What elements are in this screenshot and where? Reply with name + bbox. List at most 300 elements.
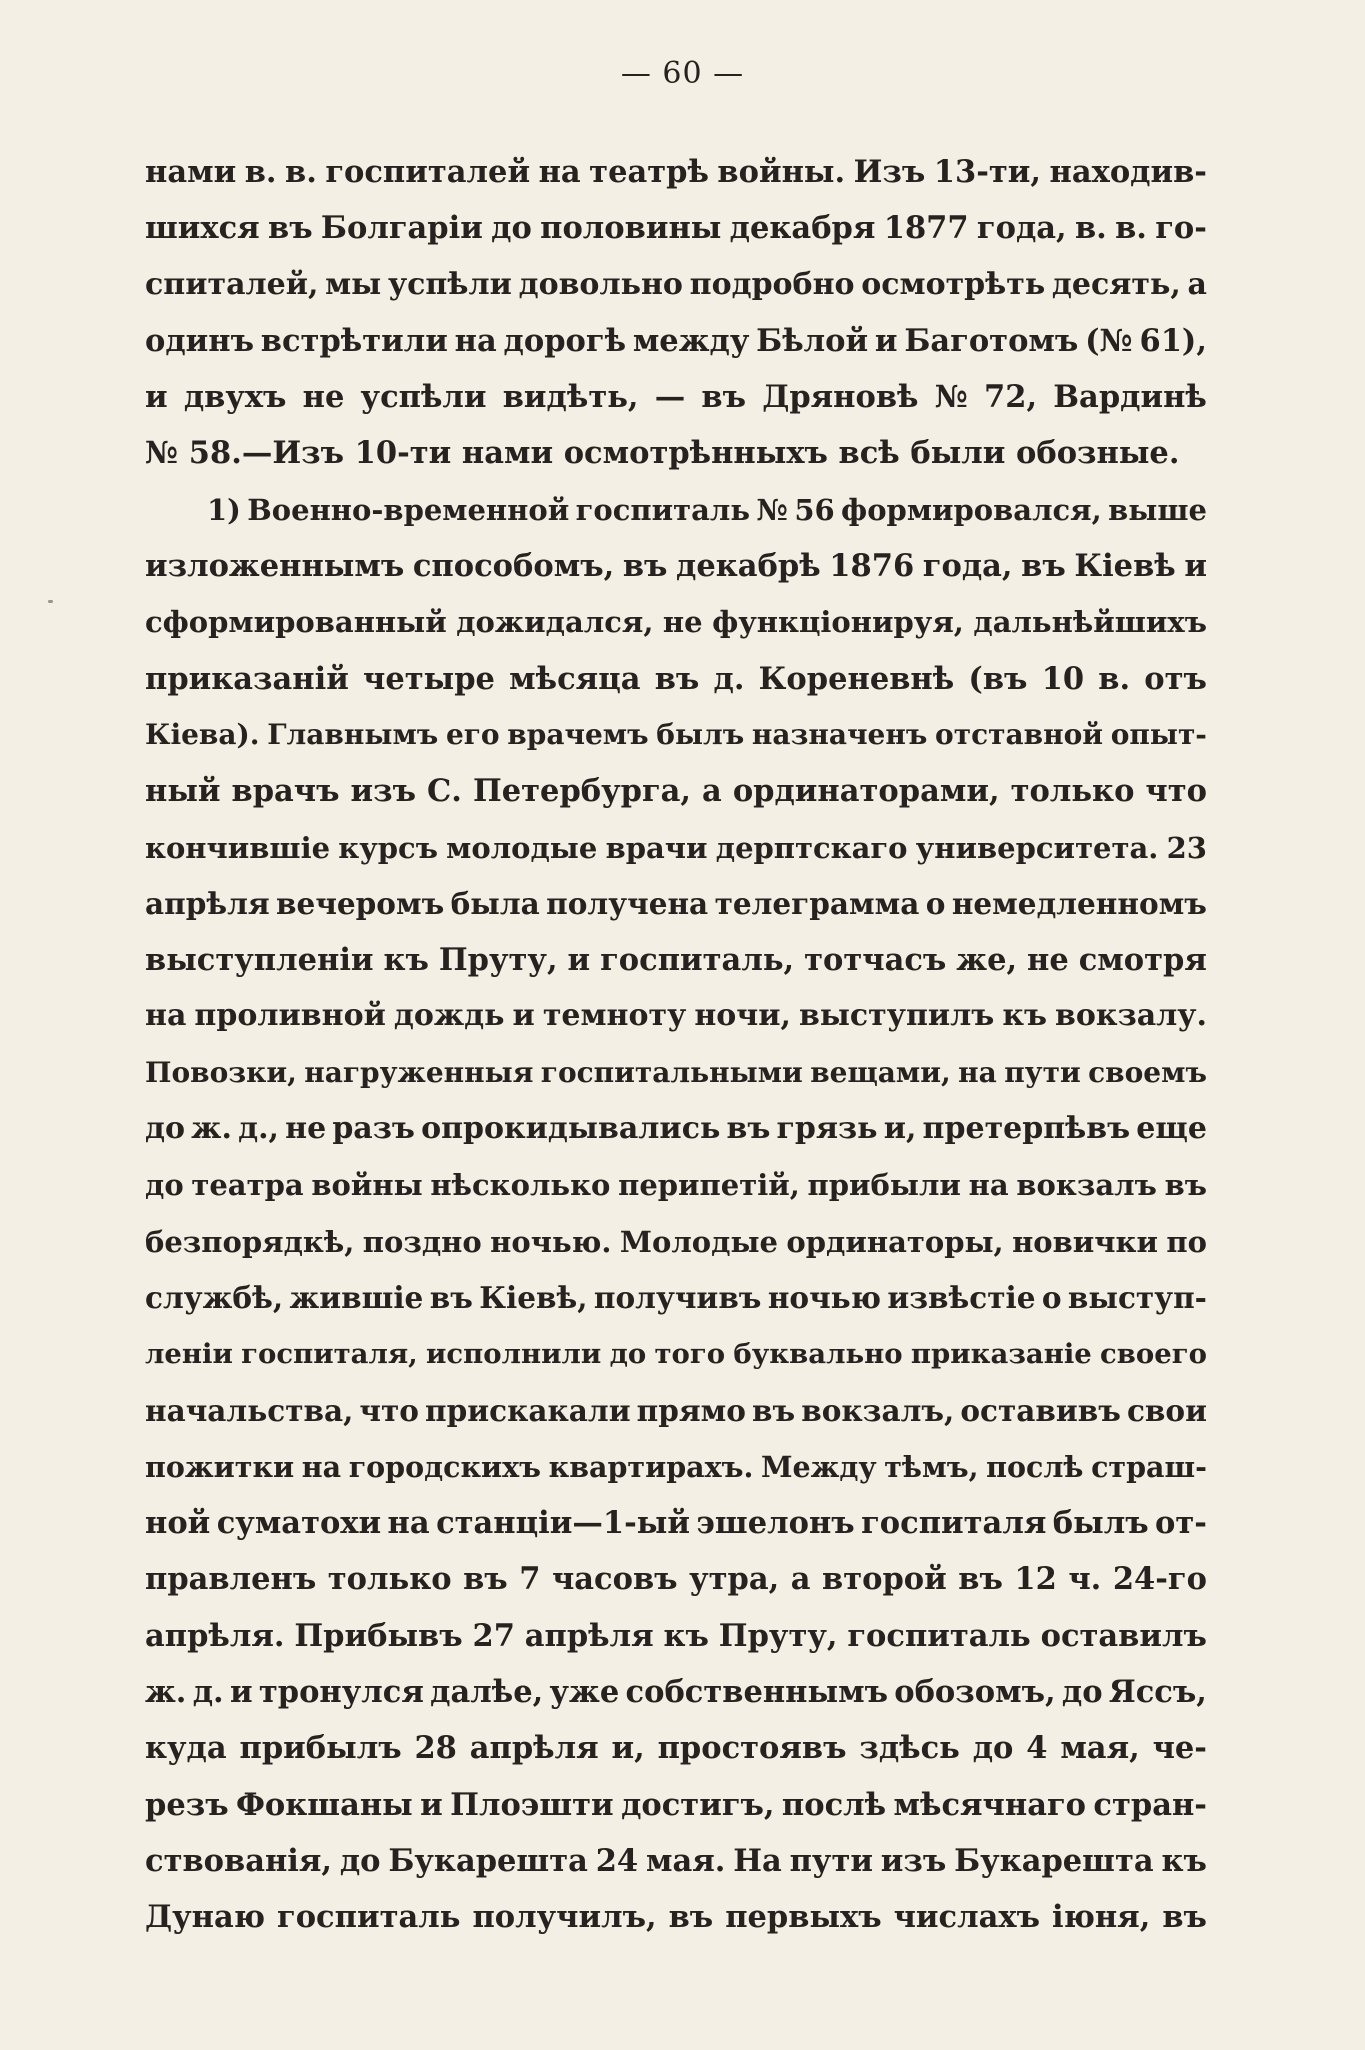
word: декабрѣ: [676, 548, 821, 585]
word: городскихъ: [348, 1449, 542, 1484]
word: 72,: [984, 379, 1038, 416]
word: Изъ: [853, 154, 926, 190]
word: Баготомъ: [904, 322, 1079, 359]
word: достигъ,: [621, 1786, 775, 1823]
word: 56: [794, 492, 835, 527]
word: и: [567, 942, 591, 979]
word: 7: [519, 1561, 541, 1598]
word: въ: [268, 210, 313, 247]
word: квартирахъ.: [548, 1449, 754, 1484]
word: нѣсколько: [430, 1168, 611, 1203]
word: и: [229, 1674, 253, 1711]
word: нагруженныя: [304, 1055, 534, 1089]
word: №: [756, 492, 788, 527]
word: госпитальными: [540, 1055, 803, 1089]
word: въ: [463, 1561, 508, 1598]
word: четыре: [363, 660, 495, 697]
word: го-: [1155, 210, 1207, 247]
word: и: [420, 1786, 443, 1823]
word: въ: [1162, 1899, 1207, 1936]
word: жившіе: [289, 1279, 424, 1315]
word: суматохи: [216, 1505, 382, 1542]
word: 27: [472, 1617, 515, 1654]
word: 4: [1026, 1730, 1048, 1767]
word: че-: [1152, 1730, 1207, 1767]
word: Повозки,: [145, 1055, 297, 1089]
word: до: [609, 1338, 647, 1371]
word: десять,: [1051, 266, 1181, 302]
word: ординаторы,: [786, 1224, 1004, 1259]
text-line: [145, 482, 1207, 538]
text-line: [145, 1608, 1207, 1664]
word: Кореневнѣ: [758, 660, 955, 697]
word: мая,: [1060, 1730, 1140, 1767]
word: д.: [192, 1674, 224, 1711]
word: Главнымъ: [267, 717, 439, 751]
text-line: [145, 876, 1207, 932]
text-line: [145, 988, 1207, 1044]
word: грязь: [776, 1111, 878, 1147]
word: обозомъ,: [894, 1674, 1056, 1711]
word: апрѣля: [145, 885, 270, 921]
word: в.: [244, 154, 277, 190]
word: еще: [1136, 1111, 1207, 1147]
word: способомъ,: [412, 548, 615, 585]
word: 61),: [1139, 322, 1207, 359]
word: госпиталь,: [600, 942, 795, 979]
word: до: [1061, 1674, 1103, 1711]
word: в.: [285, 154, 317, 190]
word: Прибывъ: [294, 1617, 463, 1654]
text-line: [145, 1045, 1207, 1101]
word: до: [145, 1111, 186, 1147]
word: ординаторами,: [732, 773, 1000, 810]
word: на: [301, 1449, 342, 1484]
word: 10: [1041, 660, 1085, 697]
word: выступ-: [1067, 1279, 1207, 1315]
word: мѣсячнаго: [893, 1786, 1087, 1823]
word: извѣстіе: [887, 1279, 1036, 1315]
word: изложеннымъ: [145, 548, 405, 585]
word: уже: [549, 1674, 620, 1711]
word: ной: [145, 1505, 211, 1542]
text-line: [145, 1101, 1207, 1157]
word: д.: [713, 660, 745, 697]
word: и,: [611, 1730, 645, 1767]
text-line: [145, 651, 1207, 707]
text-line: [145, 144, 1207, 200]
word: ж.: [191, 1111, 232, 1147]
text-line: [145, 594, 1207, 650]
word: леніи: [145, 1338, 233, 1371]
word: а: [702, 773, 722, 810]
word: Вардинѣ: [1053, 379, 1207, 416]
word: мѣсяца: [509, 660, 641, 697]
word: и: [1184, 548, 1207, 585]
word: вокзалу.: [1055, 998, 1207, 1034]
word: о: [1041, 1279, 1062, 1315]
word: собственнымъ: [625, 1674, 888, 1711]
text-line: [145, 1270, 1207, 1326]
word: приказаніе: [910, 1338, 1092, 1371]
word: Дряновѣ: [762, 379, 919, 416]
word: курсъ: [338, 830, 438, 865]
word: апрѣля: [524, 1617, 654, 1654]
word: далѣе,: [430, 1674, 544, 1711]
word: вечеромъ: [276, 885, 445, 921]
word: начальства,: [145, 1392, 354, 1428]
word: прибылъ: [239, 1730, 402, 1767]
word: службѣ,: [145, 1279, 284, 1315]
word: въ: [1021, 548, 1066, 585]
word: получена: [546, 885, 709, 921]
word: молодые: [446, 830, 598, 865]
word: а: [1187, 266, 1207, 302]
word: ствованія,: [145, 1842, 333, 1879]
word: подробно: [689, 266, 855, 302]
word: года,: [922, 548, 1013, 585]
word: формировался,: [841, 492, 1102, 527]
word: перипетій,: [618, 1168, 800, 1203]
word: между: [632, 322, 750, 359]
word: въ: [958, 1561, 1003, 1598]
word: телеграмма: [714, 885, 920, 921]
word: пути: [1004, 1055, 1081, 1089]
word: 12: [1014, 1561, 1057, 1598]
text-line: [145, 932, 1207, 988]
word: новички: [1012, 1224, 1158, 1259]
word: ж.: [145, 1674, 187, 1711]
word: послѣ: [781, 1786, 887, 1823]
word: 1): [207, 492, 241, 527]
word: в.: [1115, 210, 1147, 247]
word: на: [145, 998, 187, 1034]
word: осмотрѣть: [861, 266, 1046, 302]
word: двухъ: [183, 379, 287, 416]
word: врачи: [605, 830, 708, 865]
text-line: [145, 820, 1207, 876]
word: 1877: [883, 210, 969, 247]
word: темноту: [542, 998, 687, 1034]
word: (№: [1085, 322, 1133, 359]
word: получилъ,: [472, 1899, 657, 1936]
word: Букарешта: [388, 1842, 588, 1879]
word: и,: [883, 1111, 917, 1147]
word: Кіева).: [145, 717, 260, 751]
word: въ: [752, 1392, 796, 1428]
word: въ: [701, 379, 747, 416]
text-line: № 58.—Изъ 10-ти нами осмотрѣнныхъ всѣ были обозные.: [145, 435, 1180, 472]
word: мы: [325, 266, 382, 302]
word: второй: [822, 1561, 947, 1598]
word: что: [1145, 773, 1207, 810]
text-line: [145, 707, 1207, 763]
word: 13-ти,: [933, 154, 1042, 190]
word: изъ: [880, 1842, 947, 1879]
text-line: [145, 1664, 1207, 1720]
word: только: [327, 1561, 452, 1598]
text-line: [145, 1326, 1207, 1382]
word: дорогѣ: [503, 322, 627, 359]
word: 24: [595, 1842, 639, 1879]
word: ный: [145, 773, 221, 810]
word: в.: [1074, 210, 1107, 247]
word: Военно-временной: [247, 492, 570, 527]
text-line: [145, 1214, 1207, 1270]
word: опрокидывались: [421, 1111, 721, 1147]
word: апрѣля.: [145, 1617, 285, 1654]
word: вещами,: [810, 1055, 951, 1089]
text-line: [145, 1889, 1207, 1945]
word: Фокшаны: [235, 1786, 413, 1823]
word: въ: [654, 660, 700, 697]
word: въ: [726, 1111, 771, 1147]
word: былъ: [1052, 1505, 1149, 1542]
word: дерптскаго: [715, 830, 908, 865]
word: стран-: [1093, 1786, 1207, 1823]
word: дождь: [393, 998, 505, 1034]
word: была: [450, 885, 540, 921]
word: до: [491, 210, 532, 247]
word: Болгаріи: [320, 210, 483, 247]
word: врачемъ: [507, 717, 649, 751]
text-line: [145, 763, 1207, 819]
word: прискакали: [425, 1392, 631, 1428]
word: своего: [1100, 1338, 1207, 1371]
text-line: [145, 1720, 1207, 1776]
word: 23: [1166, 830, 1207, 865]
word: получивъ: [593, 1279, 762, 1315]
word: на: [454, 322, 497, 359]
word: что: [359, 1392, 419, 1428]
word: на: [968, 1168, 1009, 1203]
word: тотчасъ: [804, 942, 947, 979]
word: былъ: [656, 717, 745, 751]
word: и: [874, 322, 898, 359]
word: дальнѣйшихъ: [973, 605, 1207, 640]
text-line: [145, 1439, 1207, 1495]
word: ночью: [767, 1279, 881, 1315]
page-number: — 60 —: [620, 56, 745, 91]
word: одинъ: [145, 322, 255, 359]
word: Между: [760, 1449, 877, 1484]
word: іюня,: [1051, 1899, 1151, 1936]
word: ночью.: [490, 1224, 612, 1259]
word: на: [958, 1055, 997, 1089]
word: здѣсь: [859, 1730, 960, 1767]
word: тѣмъ,: [884, 1449, 979, 1484]
word: прибыли: [807, 1168, 961, 1203]
word: по: [1166, 1224, 1207, 1259]
word: до: [145, 1168, 184, 1203]
word: не: [302, 379, 345, 416]
word: въ: [622, 548, 668, 585]
word: находив-: [1049, 154, 1207, 190]
text-line: [145, 1833, 1207, 1889]
word: до: [972, 1730, 1014, 1767]
word: не: [285, 1111, 327, 1147]
word: Яссъ,: [1108, 1674, 1207, 1711]
word: куда: [145, 1730, 227, 1767]
word: въ: [668, 1899, 714, 1936]
word: не: [662, 605, 703, 640]
word: пути: [789, 1842, 873, 1879]
word: госпиталя: [861, 1505, 1047, 1542]
word: половины: [540, 210, 722, 247]
word: страш-: [1091, 1449, 1207, 1484]
word: Кіевѣ: [1074, 548, 1176, 585]
word: госпиталь: [277, 1899, 461, 1936]
word: свои: [1126, 1392, 1207, 1428]
word: видѣть,: [502, 379, 639, 416]
word: университета.: [915, 830, 1159, 865]
word: выше: [1108, 492, 1207, 527]
word: нами: [145, 154, 237, 190]
word: къ: [1002, 998, 1048, 1034]
word: театрѣ: [589, 154, 709, 190]
word: Букарешта: [954, 1842, 1154, 1879]
word: года,: [976, 210, 1067, 247]
text-line: [145, 538, 1207, 594]
word: дожидался,: [456, 605, 654, 640]
word: ночи,: [694, 998, 791, 1034]
word: не: [1027, 942, 1069, 979]
word: Кіевѣ,: [479, 1279, 588, 1315]
word: выступленіи: [145, 942, 374, 979]
word: №: [934, 379, 968, 416]
word: и: [145, 379, 168, 416]
word: опыт-: [1110, 717, 1207, 751]
word: немедленномъ: [951, 885, 1207, 921]
word: мая.: [645, 1842, 726, 1879]
word: а: [790, 1561, 811, 1598]
word: буквально: [733, 1338, 903, 1371]
word: же,: [956, 942, 1018, 979]
word: театра: [191, 1168, 304, 1203]
word: госпиталь: [575, 492, 751, 527]
word: в.: [1098, 660, 1131, 697]
word: только: [1010, 773, 1135, 810]
word: числахъ: [893, 1899, 1040, 1936]
word: правленъ: [145, 1561, 317, 1598]
text-line: [145, 313, 1207, 369]
word: о: [925, 885, 946, 921]
word: послѣ: [986, 1449, 1084, 1484]
word: Петербурга,: [472, 773, 692, 810]
word: Молодые: [619, 1224, 778, 1259]
word: приказаній: [145, 660, 349, 697]
word: кончившіе: [145, 830, 331, 865]
word: его: [445, 717, 500, 751]
word: выступилъ: [798, 998, 995, 1034]
text-line: [145, 200, 1207, 256]
word: тронулся: [258, 1674, 424, 1711]
word: 1876: [829, 548, 915, 585]
word: ч.: [1068, 1561, 1102, 1598]
word: станціи—1-ый: [436, 1505, 690, 1542]
word: д.,: [238, 1111, 279, 1147]
word: апрѣля: [469, 1730, 599, 1767]
word: къ: [663, 1617, 709, 1654]
word: къ: [383, 942, 429, 979]
word: (въ: [968, 660, 1028, 697]
word: врачъ: [231, 773, 340, 810]
text-line: [145, 1383, 1207, 1439]
word: разъ: [332, 1111, 415, 1147]
word: претерпѣвъ: [922, 1111, 1131, 1147]
word: сформированный: [145, 605, 447, 640]
word: функціонируя,: [712, 605, 964, 640]
body-text: [145, 144, 1207, 1946]
text-line: [145, 1157, 1207, 1213]
word: довольно: [518, 266, 683, 302]
text-line: [145, 369, 1207, 425]
word: встрѣтили: [260, 322, 448, 359]
text-line: [145, 1551, 1207, 1607]
word: Дунаю: [145, 1899, 266, 1936]
word: На: [733, 1842, 782, 1879]
word: эшелонъ: [696, 1505, 855, 1542]
word: исполнили: [426, 1338, 602, 1371]
word: того: [654, 1338, 726, 1371]
word: —: [654, 379, 686, 416]
text-line: [145, 1777, 1207, 1833]
word: простоявъ: [657, 1730, 847, 1767]
word: успѣли: [360, 379, 487, 416]
word: смотря: [1078, 942, 1207, 979]
word: часовъ: [551, 1561, 678, 1598]
word: поздно: [362, 1224, 482, 1259]
word: къ: [1161, 1842, 1207, 1879]
word: вокзалъ,: [801, 1392, 955, 1428]
word: вокзалъ: [1016, 1168, 1157, 1203]
word: назначенъ: [751, 717, 928, 751]
word: въ: [1164, 1168, 1207, 1203]
word: Пруту,: [438, 942, 558, 979]
word: войны: [311, 1168, 423, 1203]
word: от-: [1155, 1505, 1207, 1542]
word: въ: [429, 1279, 473, 1315]
word: Бѣлой: [756, 322, 869, 359]
word: пожитки: [145, 1449, 295, 1484]
word: 24-го: [1112, 1561, 1207, 1598]
word: спиталей,: [145, 266, 319, 302]
word: отъ: [1144, 660, 1207, 697]
word: госпиталь: [847, 1617, 1031, 1654]
word: шихся: [145, 210, 260, 247]
word: на: [538, 154, 581, 190]
word: Пруту,: [718, 1617, 838, 1654]
word: и: [512, 998, 535, 1034]
word: отставной: [935, 717, 1104, 751]
word: декабря: [729, 210, 876, 247]
paper-speck: [48, 600, 53, 603]
word: своемъ: [1088, 1055, 1207, 1089]
word: проливной: [194, 998, 386, 1034]
text-line: [145, 1495, 1207, 1551]
word: первыхъ: [725, 1899, 882, 1936]
word: на: [387, 1505, 430, 1542]
word: госпиталя,: [241, 1338, 418, 1371]
word: госпиталей: [325, 154, 531, 190]
word: оставилъ: [1040, 1617, 1207, 1654]
word: Плоэшти: [450, 1786, 614, 1823]
word: 28: [414, 1730, 457, 1767]
word: успѣли: [387, 266, 512, 302]
word: войны.: [717, 154, 846, 190]
word: прямо: [636, 1392, 746, 1428]
word: С.: [427, 773, 462, 810]
